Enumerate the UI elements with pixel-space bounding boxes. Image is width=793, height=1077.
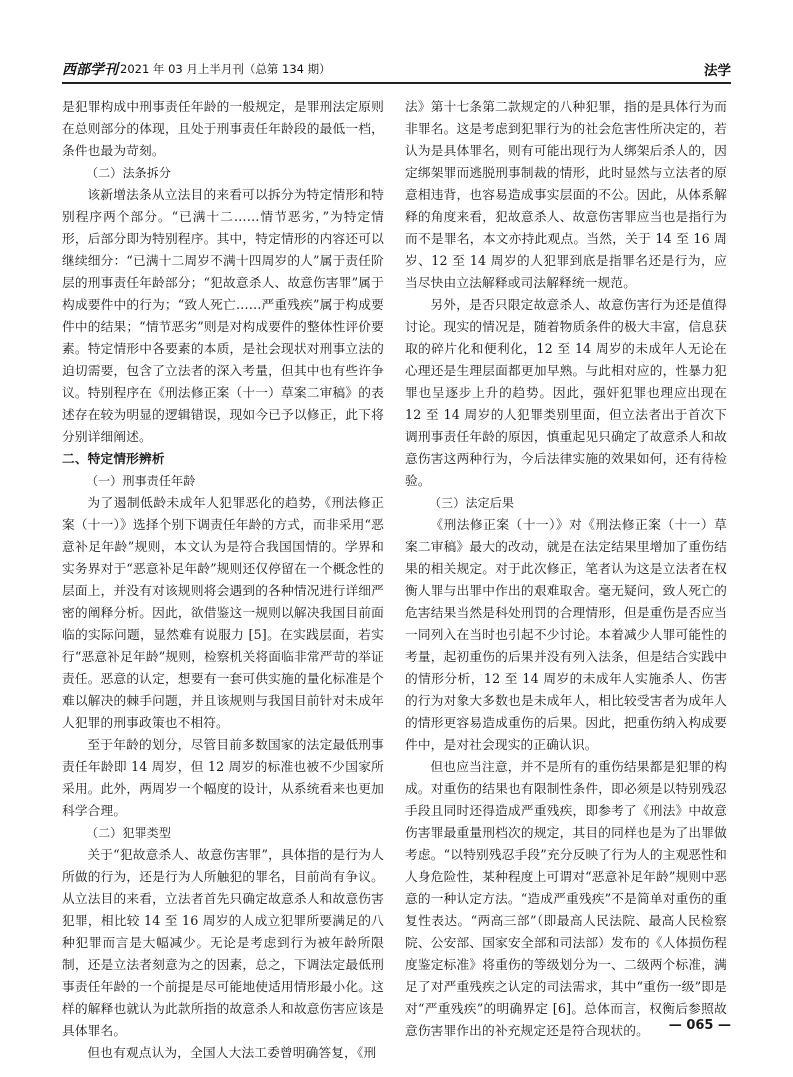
subsection-heading: （二）法条拆分 <box>86 166 172 180</box>
left-column <box>62 96 384 1064</box>
section-tag: 法学 <box>704 63 731 79</box>
journal-logo: 西部学刊 <box>62 62 118 78</box>
paragraph: 该新增法条从立法目的来看可以拆分为特定情形和特别程序两个部分。“已满十二……情节恶劣，”为特定情形，后部分即为特别程序。其中，特定情形的内容还可以继续细分：“已满十二周岁不满十四周岁的人”属于责任阶层的刑事责任年龄部分；“犯故意杀人、故意伤害罪”属于构成要件中的行为；“致人死亡……严重残疾”属于构成要件中的结果；“情节恶劣”则是对构成要件的整体性评价要素。特定情形中各要素的本质，是社会现状对刑事立法的迫切需要，包含了立法者的深入考量，但其中也有些许争议。特别程序在《刑法修正案（十一）草案二审稿》的表述存在较为明显的逻辑错误，现如今已予以修正，此下将分别详细阐述。 <box>62 187 384 444</box>
subsection-heading: （三）法定后果 <box>429 496 515 510</box>
paragraph: 法》第十七条第二款规定的八种犯罪，指的是具体行为而非罪名。这是考虑到犯罪行为的社会危害性所决定的，若认为是具体罪名，则有可能出现行为人绑架后杀人的，因定绑架罪而逃脱刑事制裁的情形，此时显然与立法者的原意相违背，也容易造成事实层面的不公。因此，从体系解释的角度来看，犯故意杀人、故意伤害罪应当也是指行为而不是罪名，本文亦持此观点。当然，关于 14 至 16 周岁、12 至 14 周岁的人犯罪到底是指罪名还是行为，应当尽快由立法解释或司法解释统一规范。 <box>405 99 727 290</box>
paragraph: 是犯罪构成中刑事责任年龄的一般规定，是罪刑法定原则在总则部分的体现，且处于刑事责任年龄段的最低一档，条件也最为苛刻。 <box>62 99 384 158</box>
paragraph: 但也有观点认为，全国人大法工委曾明确答复，《刑 <box>87 1045 377 1060</box>
paragraph: 为了遏制低龄未成年人犯罪恶化的趋势，《刑法修正案（十一）》选择个别下调责任年龄的方式，而非采用“恶意补足年龄”规则，本文认为是符合我国国情的。学界和实务界对于“恶意补足年龄”规则还仅停留在一个概念性的层面上，并没有对该规则将会遇到的各种情况进行详细严密的阐释分析。因此，欲借鉴这一规则以解决我国目前面临的实际问题，显然难有说服力 [5]。在实践层面，若实行“恶意补足年龄”规则，检察机关将面临非常严苛的举证责任。恶意的认定，想要有一套可供实施的量化标准是个难以解决的棘手问题，并且该规则与我国目前针对未成年人犯罪的刑事政策也不相符。 <box>62 495 384 730</box>
paragraph: 至于年龄的划分，尽管目前多数国家的法定最低刑事责任年龄即 14 周岁，但 12 周岁的标准也被不少国家所采用。此外，两周岁一个幅度的设计，从系统看来也更加科学合理。 <box>62 737 384 818</box>
journal-issue: 2021 年 03 月上半月刊（总第 134 期） <box>120 62 331 76</box>
paragraph: 关于“犯故意杀人、故意伤害罪”，具体指的是行为人所做的行为，还是行为人所触犯的罪名，目前尚有争议。从立法目的来看，立法者首先只确定故意杀人和故意伤害犯罪，相比较 14 至 16 周岁的人成立犯罪所要满足的八种犯罪而言是大幅减少。无论是考虑到行为被年龄所限制，还是立法者刻意为之的因素，总之，下调法定最低刑事责任年龄的一个前提是尽可能地使适用情形最小化。这样的解释也就认为此款所指的故意杀人和故意伤害应该是具体罪名。 <box>62 847 384 1038</box>
subsection-heading: （一）刑事责任年龄 <box>86 474 196 488</box>
page-number: — 065 — <box>668 1018 731 1033</box>
section-heading: 二、特定情形辨析 <box>62 451 165 466</box>
subsection-heading: （二）犯罪类型 <box>86 826 172 840</box>
right-column <box>405 96 727 1042</box>
header-divider <box>62 82 731 84</box>
running-header <box>62 58 731 78</box>
paragraph: 《刑法修正案（十一）》对《刑法修正案（十一）草案二审稿》最大的改动，就是在法定结果里增加了重伤结果的相关规定。对于此次修正，笔者认为这是立法者在权衡人罪与出罪中作出的艰难取舍。毫无疑问，致人死亡的危害结果当然是科处刑罚的合理情形，但是重伤是否应当一同列入在当时也引起不少讨论。本着减少人罪可能性的考量，起初重伤的后果并没有列入法条，但是结合实践中的情形分析，12 至 14 周岁的未成年人实施杀人、伤害的行为对象大多数也是未成年人，相比较受害者为成年人的情形更容易造成重伤的后果。因此，把重伤纳入构成要件中，是对社会现实的正确认识。 <box>405 517 727 752</box>
paragraph: 另外，是否只限定故意杀人、故意伤害行为还是值得讨论。现实的情况是，随着物质条件的极大丰富，信息获取的碎片化和便利化，12 至 14 周岁的未成年人无论在心理还是生理层面都更加早熟。与此相对应的，性暴力犯罪也呈逐步上升的趋势。因此，强奸犯罪也理应出现在 12 至 14 周岁的人犯罪类别里面，但立法者出于首次下调刑事责任年龄的原因，慎重起见只确定了故意杀人和故意伤害这两种行为，今后法律实施的效果如何，还有待检验。 <box>405 297 727 488</box>
paragraph: 但也应当注意，并不是所有的重伤结果都是犯罪的构成。对重伤的结果也有限制性条件，即必须是以特别残忍手段且同时还得造成严重残疾，即参考了《刑法》中故意伤害罪最重量刑档次的规定，其目的同样也是为了出罪做考虑。“以特别残忍手段”充分反映了行为人的主观恶性和人身危险性，某种程度上可谓对“恶意补足年龄”规则中恶意的一种认定方法。“造成严重残疾”不是简单对重伤的重复性表达。“两高三部”（即最高人民法院、最高人民检察院、公安部、国家安全部和司法部）发布的《人体损伤程度鉴定标准》将重伤的等级划分为一、二级两个标准，满足了对严重残疾之认定的司法需求，其中“重伤一级”即是对“严重残疾”的明确界定 [6]。总体而言，权衡后参照故意伤害罪作出的补充规定还是符合现状的。 <box>405 759 727 1038</box>
